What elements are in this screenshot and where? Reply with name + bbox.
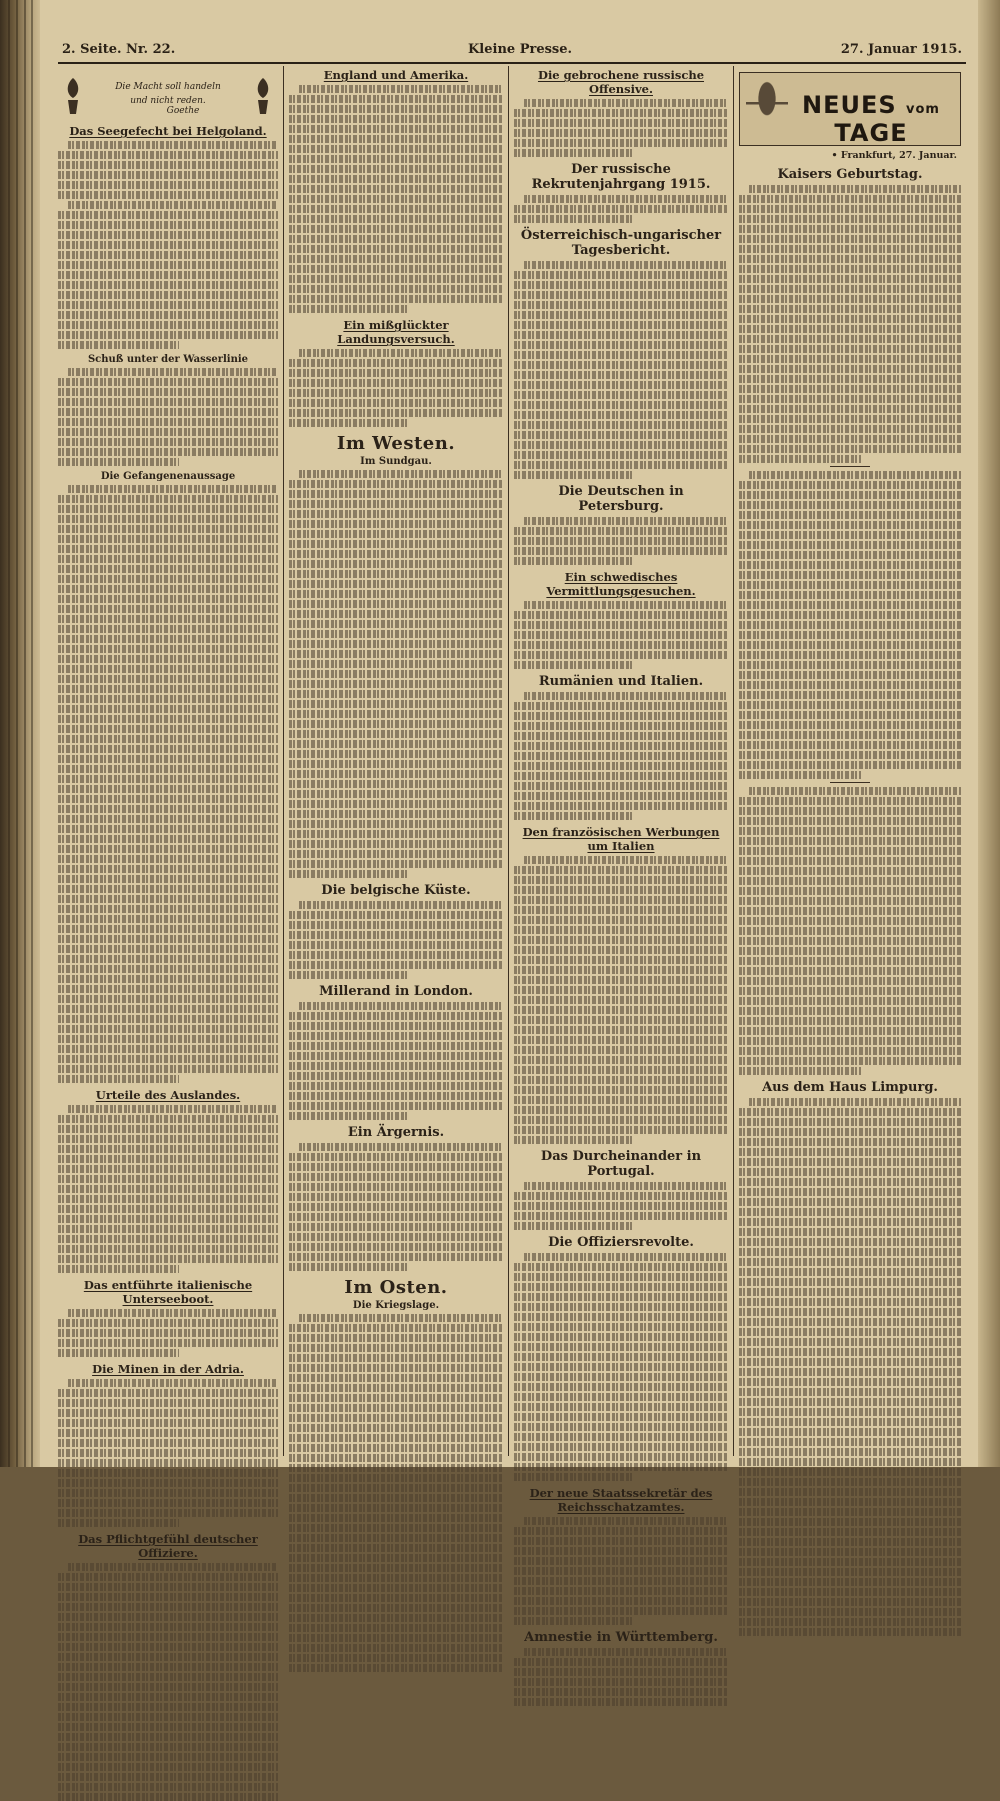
column-right [739,66,961,1458]
section-subhead: Im Sundgau. [360,456,432,467]
ornament-icon [252,76,274,116]
article [58,354,278,466]
article [289,883,503,979]
column-center-right [514,66,728,1645]
article-headline: Der neue Staatssekretär des Reichsschatzamtes. [529,1486,713,1514]
article-headline: Der russische Rekrutenjahrgang 1915. [531,162,711,192]
article-headline: England und Amerika. [323,68,469,82]
column-left [58,66,278,1560]
issue-date: 27. Januar 1915. [840,42,962,57]
article-headline: Österreichisch-ungarischer Tagesbericht. [520,228,722,258]
article [739,167,961,1075]
article [289,1277,503,1672]
motto-box [58,72,278,120]
article-headline: Die belgische Küste. [321,883,471,898]
book-binding [0,0,40,1467]
article [739,1080,961,1636]
column-divider [733,66,734,1456]
article [514,1630,728,1706]
article-headline: Das entführte italienische Unterseeboot. [83,1278,253,1306]
paper-name: Kleine Presse. [468,42,573,57]
article [514,570,728,669]
article [58,1532,278,1801]
dateline: • Frankfurt, 27. Januar. [831,150,957,161]
neues-vom-tage-masthead [739,72,961,146]
page-header [58,40,966,60]
article-headline: Aus dem Haus Limpurg. [762,1080,938,1095]
motto-text: und nicht reden. Goethe [130,96,206,116]
article [514,228,728,479]
article-headline: Ein schwedisches Vermittlungsgesuchen. [546,570,696,598]
article [514,825,728,1144]
eagle-icon [746,77,788,139]
article-headline: Die Offiziersrevolte. [548,1235,694,1250]
page-label: 2. Seite. Nr. 22. [62,42,176,57]
article [514,1235,728,1481]
article [289,984,503,1120]
article-headline: Millerand in London. [319,984,473,999]
ornament-icon [62,76,84,116]
article [289,68,503,313]
column-divider [508,66,509,1456]
article-headline: Urteile des Auslandes. [95,1088,241,1102]
article [58,124,278,349]
article [514,1149,728,1230]
article-headline: Amnestie in Württemberg. [524,1630,718,1645]
article-headline: Das Seegefecht bei Helgoland. [69,124,267,138]
article [514,484,728,565]
article-headline: Ein mißglückter Landungsversuch. [337,318,455,346]
article-headline: Die gebrochene russische Offensive. [537,68,705,96]
article-headline: Die Deutschen in Petersburg. [558,484,684,514]
article-subhead: Die Gefangenenaussage [100,471,236,482]
article-subhead: Schuß unter der Wasserlinie [87,354,249,365]
article-headline: Den französischen Werbungen um Italien [522,825,720,853]
article [514,68,728,157]
header-rule [58,62,966,64]
article-headline: Das Durcheinander in Portugal. [540,1149,702,1179]
section-subhead: Die Kriegslage. [352,1300,440,1311]
article [58,1362,278,1527]
article-headline: Rumänien und Italien. [538,674,704,689]
section-headline: Im Osten. [344,1277,448,1298]
article [289,318,503,427]
masthead-title: NEUES vom TAGE [802,91,940,147]
motto-text: Die Macht soll handeln [115,82,221,92]
article-headline: Ein Ärgernis. [347,1125,445,1140]
article-headline: Kaisers Geburtstag. [777,167,923,182]
article-headline: Das Pflichtgefühl deutscher Offiziere. [78,1532,258,1560]
section-headline: Im Westen. [336,433,456,454]
article [289,1125,503,1271]
article [514,674,728,820]
article [514,1486,728,1625]
article [58,1088,278,1273]
article [514,162,728,223]
column-divider [283,66,284,1456]
article [58,1278,278,1357]
column-center-left [289,66,503,1458]
article [289,433,503,878]
article-headline: Die Minen in der Adria. [92,1362,244,1376]
article [58,471,278,1083]
page-edge [978,0,1000,1467]
